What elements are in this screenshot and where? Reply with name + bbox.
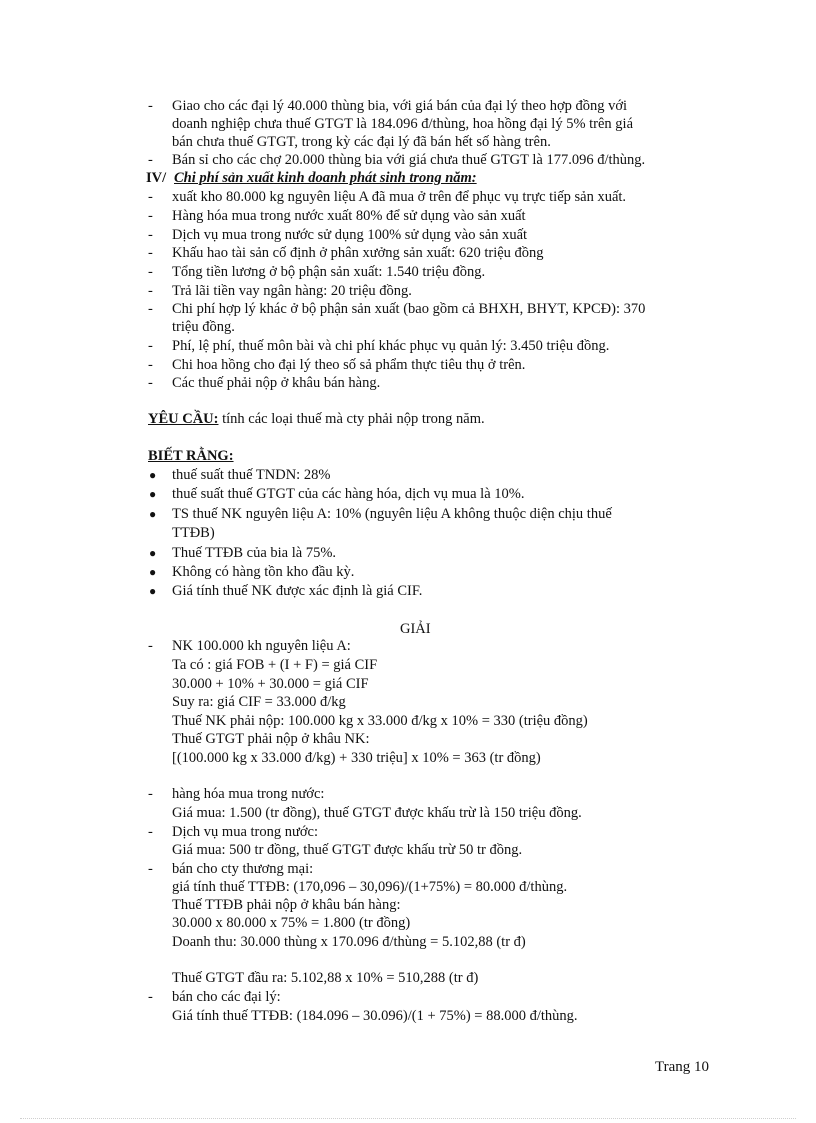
solution-line: giá tính thuế TTĐB: (170,096 – 30,096)/(1+75%) = 80.000 đ/thùng.: [172, 879, 568, 895]
list-item: Dịch vụ mua trong nước sử dụng 100% sử dụng vào sản xuất: [172, 227, 528, 243]
dash-marker: -: [148, 152, 153, 168]
solution-line: Thuế TTĐB phải nộp ở khâu bán hàng:: [172, 897, 401, 913]
solution-line: Thuế GTGT phải nộp ở khâu NK:: [172, 731, 370, 747]
list-item: Phí, lệ phí, thuế môn bài và chi phí khác phục vụ quản lý: 3.450 triệu đồng.: [172, 338, 610, 354]
footer-divider: [20, 1118, 796, 1119]
solution-line: hàng hóa mua trong nước:: [172, 786, 325, 802]
bullet-dot: ●: [149, 487, 157, 501]
known-item: Giá tính thuế NK được xác định là giá CIF.: [172, 583, 423, 599]
page-number: Trang 10: [655, 1059, 710, 1075]
known-item: thuế suất thuế GTGT của các hàng hóa, dịch vụ mua là 10%.: [172, 486, 525, 502]
list-item: Hàng hóa mua trong nước xuất 80% để sử dụng vào sản xuất: [172, 208, 526, 224]
solution-line: Giá mua: 500 tr đồng, thuế GTGT được khấu trừ 50 tr đồng.: [172, 842, 523, 858]
text-line: bán chưa thuế GTGT, trong kỳ các đại lý đã bán hết số hàng trên.: [172, 134, 551, 150]
solution-line: Suy ra: giá CIF = 33.000 đ/kg: [172, 694, 346, 710]
bullet-dot: ●: [149, 507, 157, 521]
dash-marker: -: [148, 301, 153, 317]
dash-marker: -: [148, 189, 153, 205]
list-item: Chi phí hợp lý khác ở bộ phận sản xuất (bao gồm cả BHXH, BHYT, KPCĐ): 370: [172, 301, 646, 317]
dash-marker: -: [148, 264, 153, 280]
section-title: Chi phí sản xuất kinh doanh phát sinh trong năm:: [174, 170, 477, 186]
dash-marker: -: [148, 824, 153, 840]
solution-line: Thuế NK phải nộp: 100.000 kg x 33.000 đ/kg x 10% = 330 (triệu đồng): [172, 713, 588, 729]
dash-marker: -: [148, 98, 153, 114]
text-line: Giao cho các đại lý 40.000 thùng bia, với giá bán của đại lý theo hợp đồng với: [172, 98, 628, 114]
dash-marker: -: [148, 208, 153, 224]
section-number: IV/: [146, 170, 167, 186]
list-item: Khấu hao tài sản cố định ở phân xưởng sản xuất: 620 triệu đồng: [172, 245, 544, 261]
bullet-dot: ●: [149, 546, 157, 560]
list-item: Chi hoa hồng cho đại lý theo số sả phẩm thực tiêu thụ ở trên.: [172, 357, 526, 373]
dash-marker: -: [148, 375, 153, 391]
solution-line: [(100.000 kg x 33.000 đ/kg) + 330 triệu] x 10% = 363 (tr đồng): [172, 750, 541, 766]
dash-marker: -: [148, 227, 153, 243]
dash-marker: -: [148, 989, 153, 1005]
dash-marker: -: [148, 638, 153, 654]
solution-line: Giá tính thuế TTĐB: (184.096 – 30.096)/(1 + 75%) = 88.000 đ/thùng.: [172, 1008, 578, 1024]
solution-line: bán cho các đại lý:: [172, 989, 281, 1005]
list-item: Các thuế phải nộp ở khâu bán hàng.: [172, 375, 381, 391]
list-item: xuất kho 80.000 kg nguyên liệu A đã mua ở trên để phục vụ trực tiếp sản xuất.: [172, 189, 627, 205]
list-item-continued: triệu đồng.: [172, 319, 235, 335]
list-item: Trả lãi tiền vay ngân hàng: 20 triệu đồng.: [172, 283, 412, 299]
dash-marker: -: [148, 245, 153, 261]
solution-title: GIẢI: [400, 621, 431, 637]
bullet-dot: ●: [149, 565, 157, 579]
dash-marker: -: [148, 357, 153, 373]
requirement-text: tính các loại thuế mà cty phải nộp trong năm.: [218, 411, 485, 427]
solution-line: bán cho cty thương mại:: [172, 861, 314, 877]
solution-line: 30.000 x 80.000 x 75% = 1.800 (tr đồng): [172, 915, 411, 931]
solution-line: Thuế GTGT đầu ra: 5.102,88 x 10% = 510,288 (tr đ): [172, 970, 479, 986]
known-item-continued: TTĐB): [172, 525, 215, 541]
text-line: Bán sỉ cho các chợ 20.000 thùng bia với giá chưa thuế GTGT là 177.096 đ/thùng.: [172, 152, 646, 168]
text-line: doanh nghiệp chưa thuế GTGT là 184.096 đ/thùng, hoa hồng đại lý 5% trên giá: [172, 116, 634, 132]
bullet-dot: ●: [149, 468, 157, 482]
list-item: Tổng tiền lương ở bộ phận sản xuất: 1.540 triệu đồng.: [172, 264, 486, 280]
solution-line: Ta có : giá FOB + (I + F) = giá CIF: [172, 657, 378, 673]
known-item: TS thuế NK nguyên liệu A: 10% (nguyên liệu A không thuộc diện chịu thuế: [172, 506, 612, 522]
solution-line: Giá mua: 1.500 (tr đồng), thuế GTGT được khấu trừ là 150 triệu đồng.: [172, 805, 582, 821]
requirement-line: [148, 410, 485, 428]
dash-marker: -: [148, 283, 153, 299]
known-item: Thuế TTĐB của bia là 75%.: [172, 545, 337, 561]
solution-line: Doanh thu: 30.000 thùng x 170.096 đ/thùng = 5.102,88 (tr đ): [172, 934, 526, 950]
dash-marker: -: [148, 338, 153, 354]
known-item: thuế suất thuế TNDN: 28%: [172, 467, 331, 483]
dash-marker: -: [148, 861, 153, 877]
solution-line: 30.000 + 10% + 30.000 = giá CIF: [172, 676, 369, 692]
known-item: Không có hàng tồn kho đầu kỳ.: [172, 564, 355, 580]
known-title: BIẾT RẰNG:: [148, 448, 234, 464]
solution-line: Dịch vụ mua trong nước:: [172, 824, 318, 840]
bullet-dot: ●: [149, 584, 157, 598]
dash-marker: -: [148, 786, 153, 802]
requirement-label: YÊU CẦU:: [148, 411, 219, 427]
solution-line: NK 100.000 kh nguyên liệu A:: [172, 638, 351, 654]
